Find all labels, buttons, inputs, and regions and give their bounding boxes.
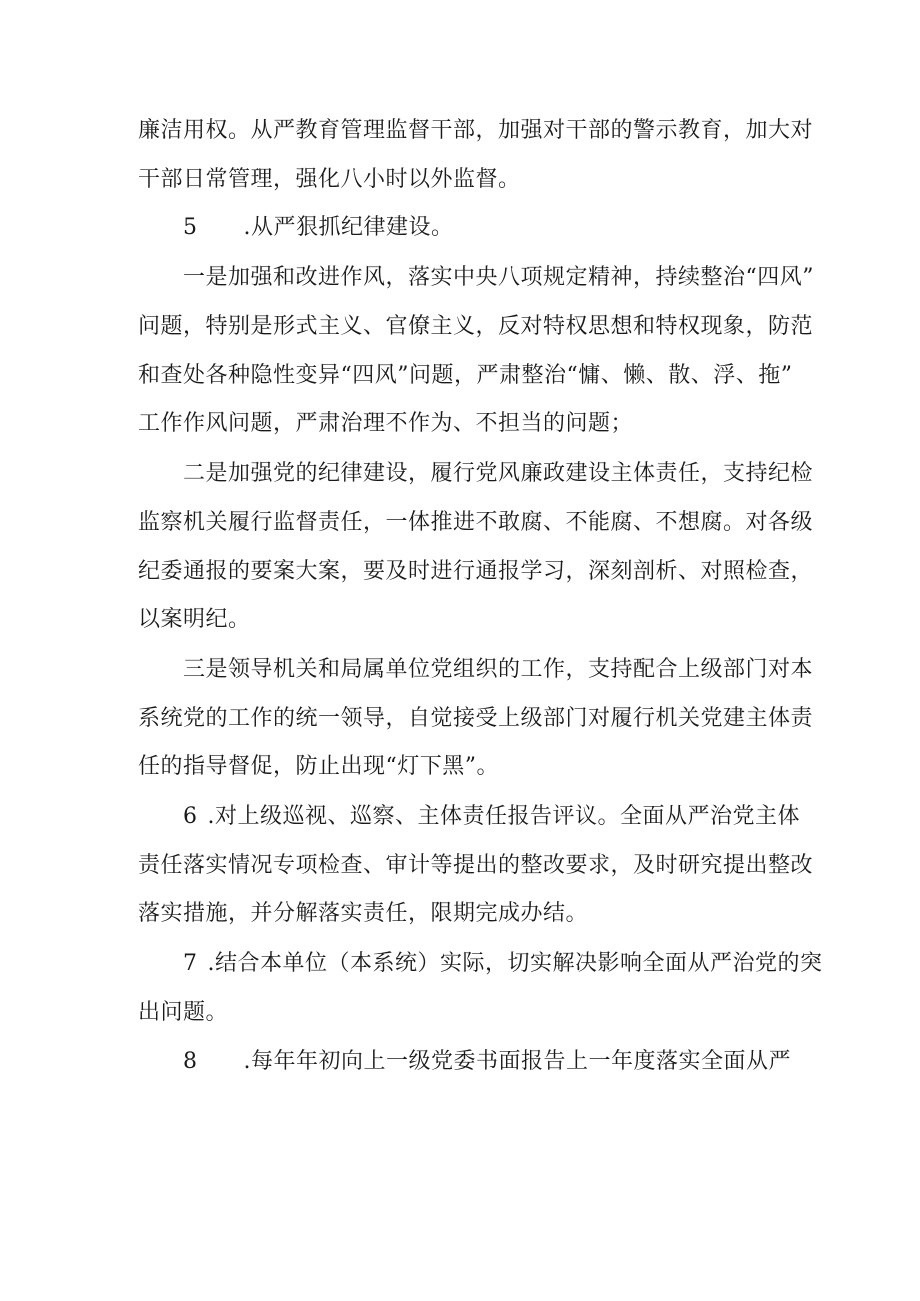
text-line: 以案明纪。 xyxy=(138,607,251,632)
section-heading-8 xyxy=(183,1047,791,1077)
section-heading-7 xyxy=(183,949,823,979)
section-number: 6 xyxy=(183,804,198,829)
section-title: .每年年初向上一级党委书面报告上一年度落实全面从严 xyxy=(243,1049,791,1074)
text-line: 任的指导督促，防止出现“灯下黑”。 xyxy=(138,754,499,779)
section-number: 5 xyxy=(183,215,198,240)
text-line: 三是领导机关和局属单位党组织的工作，支持配合上级部门对本 xyxy=(183,657,814,682)
text-line: 责任落实情况专项检查、审计等提出的整改要求，及时研究提出整改 xyxy=(138,853,814,878)
text-line: 一是加强和改进作风，落实中央八项规定精神，持续整治“四风” xyxy=(183,265,814,290)
section-heading-6 xyxy=(183,802,800,832)
text-line: 问题，特别是形式主义、官僚主义，反对特权思想和特权现象，防范 xyxy=(138,314,814,339)
text-line: 落实措施，并分解落实责任，限期完成办结。 xyxy=(138,901,589,926)
text-line: 纪委通报的要案大案，要及时进行通报学习，深刻剖析、对照检查， xyxy=(138,559,814,584)
text-line: 干部日常管理，强化八小时以外监督。 xyxy=(138,167,521,192)
section-title: .结合本单位（本系统）实际，切实解决影响全面从严治党的突 xyxy=(207,951,823,976)
text-line: 出问题。 xyxy=(138,1000,229,1025)
section-number: 7 xyxy=(183,951,198,976)
text-line: 和查处各种隐性变异“四风”问题，严肃整治“慵、懒、散、浮、拖” xyxy=(138,363,793,388)
section-title: .对上级巡视、巡察、主体责任报告评议。全面从严治党主体 xyxy=(207,804,800,829)
section-heading-5 xyxy=(183,213,454,243)
text-line: 廉洁用权。从严教育管理监督干部，加强对干部的警示教育，加大对 xyxy=(138,118,814,143)
section-number: 8 xyxy=(183,1049,198,1074)
text-line: 二是加强党的纪律建设，履行党风廉政建设主体责任，支持纪检 xyxy=(183,461,814,486)
text-line: 监察机关履行监督责任，一体推进不敢腐、不能腐、不想腐。对各级 xyxy=(138,510,814,535)
text-line: 系统党的工作的统一领导，自觉接受上级部门对履行机关党建主体责 xyxy=(138,706,814,731)
section-title: .从严狠抓纪律建设。 xyxy=(243,215,454,240)
text-line: 工作作风问题，严肃治理不作为、不担当的问题； xyxy=(138,411,634,436)
